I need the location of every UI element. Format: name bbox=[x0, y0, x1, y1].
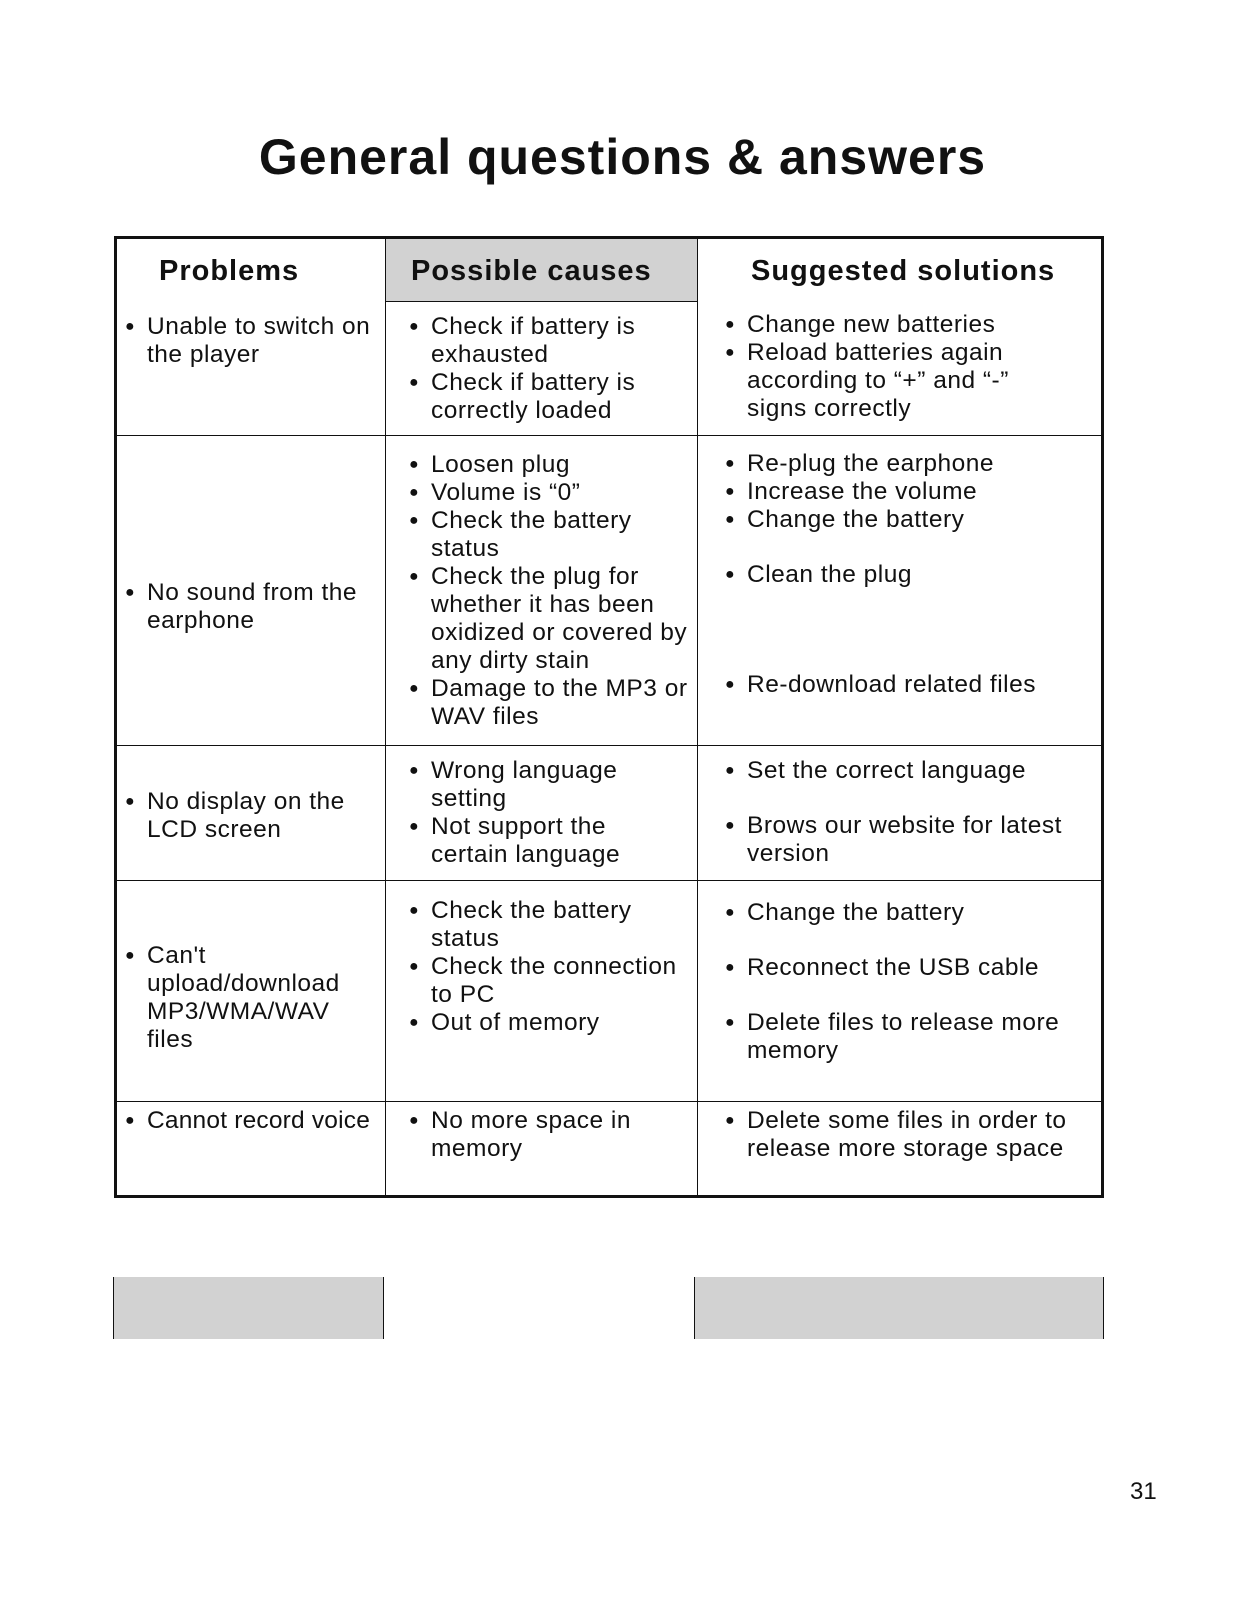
causes-cell bbox=[409, 1107, 689, 1163]
solution-item: ● Reconnect the USB cable bbox=[725, 954, 1105, 982]
header-solutions: Suggested solutions bbox=[751, 255, 1056, 287]
row-divider bbox=[117, 745, 1101, 746]
solution-item: ● Brows our website for latest version bbox=[725, 812, 1105, 868]
cause-item: ● No more space in memory bbox=[409, 1107, 689, 1163]
problem-item: ● No sound from the earphone bbox=[125, 579, 375, 635]
solutions-cell bbox=[725, 311, 1025, 423]
solution-item: ● Re-download related files bbox=[725, 671, 1105, 699]
page-number: 31 bbox=[1130, 1478, 1157, 1505]
cause-item: ● Volume is “0” bbox=[409, 479, 689, 507]
cause-item: ● Check the plug for whether it has been oxidized or covered by any dirty stain bbox=[409, 563, 689, 675]
causes-cell bbox=[409, 313, 689, 425]
solution-item: ● Change new batteries bbox=[725, 311, 1025, 339]
solutions-cell bbox=[725, 450, 1105, 699]
problem-item: ● No display on the LCD screen bbox=[125, 788, 375, 844]
row-divider bbox=[117, 1101, 1101, 1102]
causes-cell bbox=[409, 451, 689, 731]
solutions-cell bbox=[725, 899, 1105, 1065]
problem-item: ● Can't upload/download MP3/WMA/WAV files bbox=[125, 942, 375, 1054]
cause-item: ● Check if battery is exhausted bbox=[409, 313, 689, 369]
solution-item: ● Increase the volume bbox=[725, 478, 1105, 506]
solution-item: ● Change the battery bbox=[725, 899, 1105, 927]
solution-item: ● Re-plug the earphone bbox=[725, 450, 1105, 478]
row-divider bbox=[117, 880, 1101, 881]
solution-item: ● Reload batteries again according to “+” and “-” signs correctly bbox=[725, 339, 1025, 423]
column-divider bbox=[385, 239, 386, 1195]
cause-item: ● Loosen plug bbox=[409, 451, 689, 479]
header-problems: Problems bbox=[159, 255, 300, 287]
causes-cell bbox=[409, 897, 689, 1037]
shaded-box bbox=[694, 1277, 1104, 1339]
qa-table bbox=[114, 236, 1104, 1198]
problem-cell bbox=[125, 579, 375, 635]
cause-item: ● Not support the certain language bbox=[409, 813, 689, 869]
column-divider bbox=[697, 239, 698, 1195]
solutions-cell bbox=[725, 757, 1105, 868]
solution-item: ● Clean the plug bbox=[725, 561, 1105, 589]
cause-item: ● Check the connection to PC bbox=[409, 953, 689, 1009]
problem-item: ● Cannot record voice bbox=[125, 1107, 387, 1135]
problem-cell bbox=[125, 1107, 387, 1135]
problem-item: ● Unable to switch on the player bbox=[125, 313, 375, 369]
cause-item: ● Check the battery status bbox=[409, 897, 689, 953]
cause-item: ● Out of memory bbox=[409, 1009, 689, 1037]
problem-cell bbox=[125, 313, 375, 369]
row-divider bbox=[117, 435, 1101, 436]
header-causes: Possible causes bbox=[411, 255, 652, 287]
solution-item: ● Delete some files in order to release more storage space bbox=[725, 1107, 1105, 1163]
cause-item: ● Check the battery status bbox=[409, 507, 689, 563]
shaded-box bbox=[113, 1277, 384, 1339]
page-title: General questions & answers bbox=[258, 129, 987, 185]
problem-cell bbox=[125, 942, 375, 1054]
solution-item: ● Delete files to release more memory bbox=[725, 1009, 1105, 1065]
solution-item: ● Set the correct language bbox=[725, 757, 1105, 785]
cause-item: ● Damage to the MP3 or WAV files bbox=[409, 675, 689, 731]
solution-item: ● Change the battery bbox=[725, 506, 1105, 534]
solutions-cell bbox=[725, 1107, 1105, 1163]
causes-cell bbox=[409, 757, 689, 869]
problem-cell bbox=[125, 788, 375, 844]
cause-item: ● Wrong language setting bbox=[409, 757, 689, 813]
cause-item: ● Check if battery is correctly loaded bbox=[409, 369, 689, 425]
